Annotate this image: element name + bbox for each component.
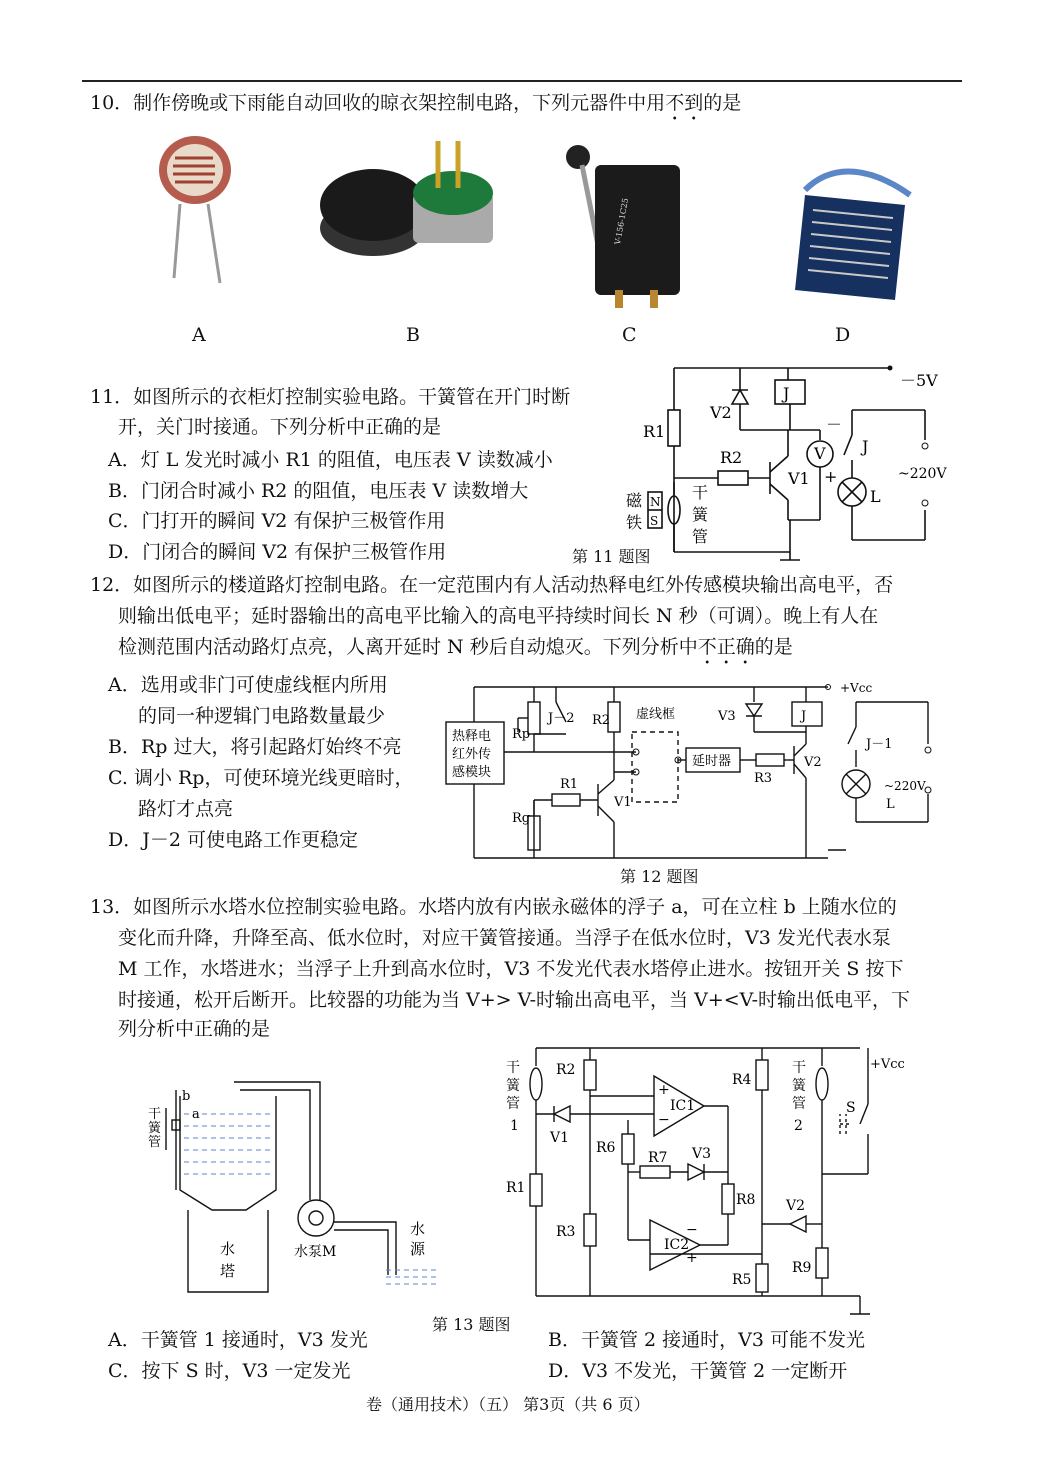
q11-label-s: S [650, 514, 659, 528]
q12-stem-line3-post: 的是 [754, 636, 793, 658]
q12-label-delay: 延时器 [692, 754, 732, 769]
q13-stem-line3: M 工作，水塔进水；当浮子上升到高水位时，V3 不发光代表水塔停止进水。按钮开关 S 按下 [118, 958, 904, 980]
q10-photo-photoresistor [140, 128, 260, 288]
q10-label-b: B [406, 324, 420, 346]
q12-stem-line3-pre: 检测范围内活动路灯点亮，人离开延时 N 秒后自动熄灭。下列分析中 [118, 636, 698, 658]
q12-option-d: D．J－2 可使电路工作更稳定 [108, 829, 358, 851]
q13-label-r6: R6 [596, 1140, 616, 1156]
q10-label-d: D [835, 324, 851, 346]
q13-option-d: D．V3 不发光，干簧管 2 一定断开 [548, 1360, 848, 1382]
q11-label-reed1: 干 [692, 483, 709, 502]
q13-reed1-label-2: 簧 [506, 1078, 520, 1094]
q11-option-a: A．灯 L 发光时减小 R1 的阻值，电压表 V 读数减小 [108, 449, 553, 471]
q13-tower-label-reed3: 管 [148, 1135, 162, 1150]
q12-label-rg: Rg [512, 811, 531, 826]
q11-circuit-diagram [570, 360, 950, 570]
q11-option-d: D．门闭合的瞬间 V2 有保护三极管作用 [108, 541, 447, 563]
q13-reed1-label-4: 1 [510, 1118, 519, 1134]
q11-label-minus: － [826, 415, 843, 434]
q13-label-r5: R5 [732, 1272, 752, 1288]
q13-reed2-label-2: 簧 [792, 1078, 806, 1094]
q13-reed2-label-3: 管 [792, 1096, 806, 1112]
q13-caption: 第 13 题图 [432, 1315, 511, 1334]
q11-label-meter: V [814, 444, 826, 463]
q13-stem-line2: 变化而升降，升降至高、低水位时，对应干簧管接通。当浮子在低水位时，V3 发光代表水泵 [118, 927, 891, 949]
q11-label-plus: + [824, 467, 838, 486]
q13-stem-line5: 列分析中正确的是 [118, 1018, 271, 1040]
q11-label-mains: ~220V [898, 466, 947, 482]
q11-label-magnet2: 铁 [626, 513, 643, 532]
q13-comparator-circuit [500, 1044, 920, 1324]
q12-option-c: C. 调小 Rp，可使环境光线更暗时， [108, 767, 414, 789]
q13-label-ic1-minus: − [658, 1112, 670, 1128]
q11-option-b: B．门闭合时减小 R2 的阻值，电压表 V 读数增大 [108, 480, 529, 502]
q12-label-v1: V1 [614, 795, 632, 810]
q12-label-r3: R3 [754, 771, 773, 786]
q12-label-relay: J [801, 709, 807, 724]
q13-label-ic2-minus: − [686, 1222, 698, 1238]
q12-stem-line2: 则输出低电平；延时器输出的高电平比输入的高电平持续时间长 N 秒（可调）。晚上有人在 [118, 605, 879, 627]
q11-label-v1: V1 [788, 469, 810, 488]
q13-tower-label-pump: 水泵M [294, 1244, 337, 1260]
svg-text:V-156-1C25: V-156-1C25 [613, 197, 631, 246]
q13-label-r1: R1 [506, 1180, 526, 1196]
page-footer: 卷（通用技术）（五） 第3页（共 6 页） [366, 1395, 650, 1414]
q13-stem-line4: 时接通，松开后断开。比较器的功能为当 V+> V-时输出高电平，当 V+<V-时输出低电平，下 [118, 989, 911, 1011]
q12-label-v3: V3 [718, 709, 736, 724]
q12-label-vcc: +Vcc [840, 681, 873, 695]
q10-stem-emph: 不到 [665, 92, 704, 114]
q13-tower-label-src2: 源 [410, 1240, 426, 1258]
q11-label-reed2: 簧 [692, 505, 709, 524]
q13-reed1-label-3: 管 [506, 1096, 520, 1112]
q11-label-n: N [650, 495, 661, 509]
top-rule [82, 80, 962, 82]
q13-label-r2: R2 [556, 1062, 576, 1078]
q11-label-v2: V2 [710, 403, 732, 422]
q11-label-supply: －5V [900, 371, 938, 390]
q13-label-ic2-plus: + [686, 1250, 698, 1266]
q11-stem-line1: 11．如图所示的衣柜灯控制实验电路。干簧管在开门时断 [90, 386, 571, 408]
q11-label-reed3: 管 [692, 527, 709, 546]
q12-label-sensor3: 感模块 [452, 765, 492, 780]
q12-caption: 第 12 题图 [620, 867, 699, 886]
q13-label-ic1-plus: + [658, 1082, 670, 1098]
q13-label-r3: R3 [556, 1224, 576, 1240]
q10-photo-microswitch [560, 135, 690, 310]
q13-label-ic2: IC2 [664, 1237, 690, 1253]
q13-tower-label-t2: 塔 [220, 1262, 236, 1280]
q11-label-relay: J [783, 384, 790, 403]
q13-option-b: B．干簧管 2 接通时，V3 可能不发光 [548, 1329, 865, 1351]
q11-label-magnet1: 磁 [626, 491, 643, 510]
q13-tower-label-reed2: 簧 [148, 1121, 162, 1136]
q13-tower-label-b: b [182, 1089, 191, 1104]
q13-option-a: A．干簧管 1 接通时，V3 发光 [108, 1329, 368, 1351]
q12-label-sensor2: 红外传 [452, 747, 492, 762]
q13-tower-label-reed1: 干 [148, 1107, 162, 1122]
q12-option-b: B．Rp 过大，将引起路灯始终不亮 [108, 736, 402, 758]
q12-label-rp: Rp [512, 727, 531, 742]
q13-tower-label-src1: 水 [410, 1220, 426, 1238]
q11-option-c: C．门打开的瞬间 V2 有保护三极管作用 [108, 510, 446, 532]
q13-tower-label-a: a [192, 1107, 200, 1122]
q13-stem-line1: 13．如图所示水塔水位控制实验电路。水塔内放有内嵌永磁体的浮子 a，可在立柱 b 上随水位的 [90, 896, 897, 918]
q12-label-mains: ~220V [884, 779, 926, 793]
q13-option-c: C．按下 S 时，V3 一定发光 [108, 1360, 351, 1382]
q11-caption: 第 11 题图 [572, 547, 651, 566]
q12-option-a-cont: 的同一种逻辑门电路数量最少 [138, 705, 386, 727]
q13-label-v2: V2 [786, 1198, 806, 1214]
q12-label-sensor1: 热释电 [452, 729, 492, 744]
q13-label-r9: R9 [792, 1260, 812, 1276]
q13-label-ic1: IC1 [670, 1098, 696, 1114]
q12-label-r2: R2 [592, 713, 611, 728]
q13-label-v3: V3 [692, 1146, 712, 1162]
q13-reed2-label-4: 2 [794, 1118, 803, 1134]
q10-stem [90, 88, 741, 125]
q10-photo-rain-sensor [765, 150, 915, 300]
q11-label-switch: J [862, 437, 869, 456]
q12-option-c-cont: 路灯才点亮 [138, 798, 234, 820]
q11-stem-line2: 开，关门时接通。下列分析中正确的是 [118, 416, 442, 438]
q10-stem-post: 的是 [703, 92, 742, 114]
q12-label-lamp: L [886, 797, 895, 812]
q10-stem-pre: 10．制作傍晚或下雨能自动回收的晾衣架控制电路，下列元器件中用 [90, 92, 666, 114]
q13-label-r4: R4 [732, 1072, 752, 1088]
q12-stem-line1: 12．如图所示的楼道路灯控制电路。在一定范围内有人活动热释电红外传感模块输出高电平，否 [90, 574, 894, 596]
q12-label-v2: V2 [804, 755, 822, 770]
q13-label-s: S [846, 1100, 856, 1116]
q10-label-a: A [192, 324, 206, 346]
q10-photo-microphone [318, 133, 508, 263]
q11-label-r1: R1 [643, 422, 666, 441]
q12-label-r1: R1 [560, 777, 579, 792]
q13-tower-label-t1: 水 [220, 1240, 236, 1258]
q12-label-box: 虚线框 [636, 707, 676, 722]
q12-label-j2: J－2 [548, 711, 575, 726]
q13-label-v1: V1 [550, 1130, 570, 1146]
q13-label-vcc: +Vcc [870, 1057, 905, 1072]
q12-circuit-diagram [436, 672, 966, 862]
q12-stem-line3-emph: 不正确 [697, 636, 755, 658]
q13-label-r7: R7 [648, 1150, 668, 1166]
q12-option-a: A．选用或非门可使虚线框内所用 [108, 674, 388, 696]
q11-label-lamp: L [870, 487, 881, 506]
q11-label-r2: R2 [720, 448, 743, 467]
q10-label-c: C [622, 324, 637, 346]
q12-stem-line3 [118, 632, 793, 669]
q12-label-j1: J－1 [866, 737, 893, 752]
q13-reed1-label-1: 干 [506, 1060, 520, 1076]
q13-reed2-label-1: 干 [792, 1060, 806, 1076]
q13-water-tower-diagram [140, 1070, 460, 1300]
q13-label-r8: R8 [736, 1192, 756, 1208]
